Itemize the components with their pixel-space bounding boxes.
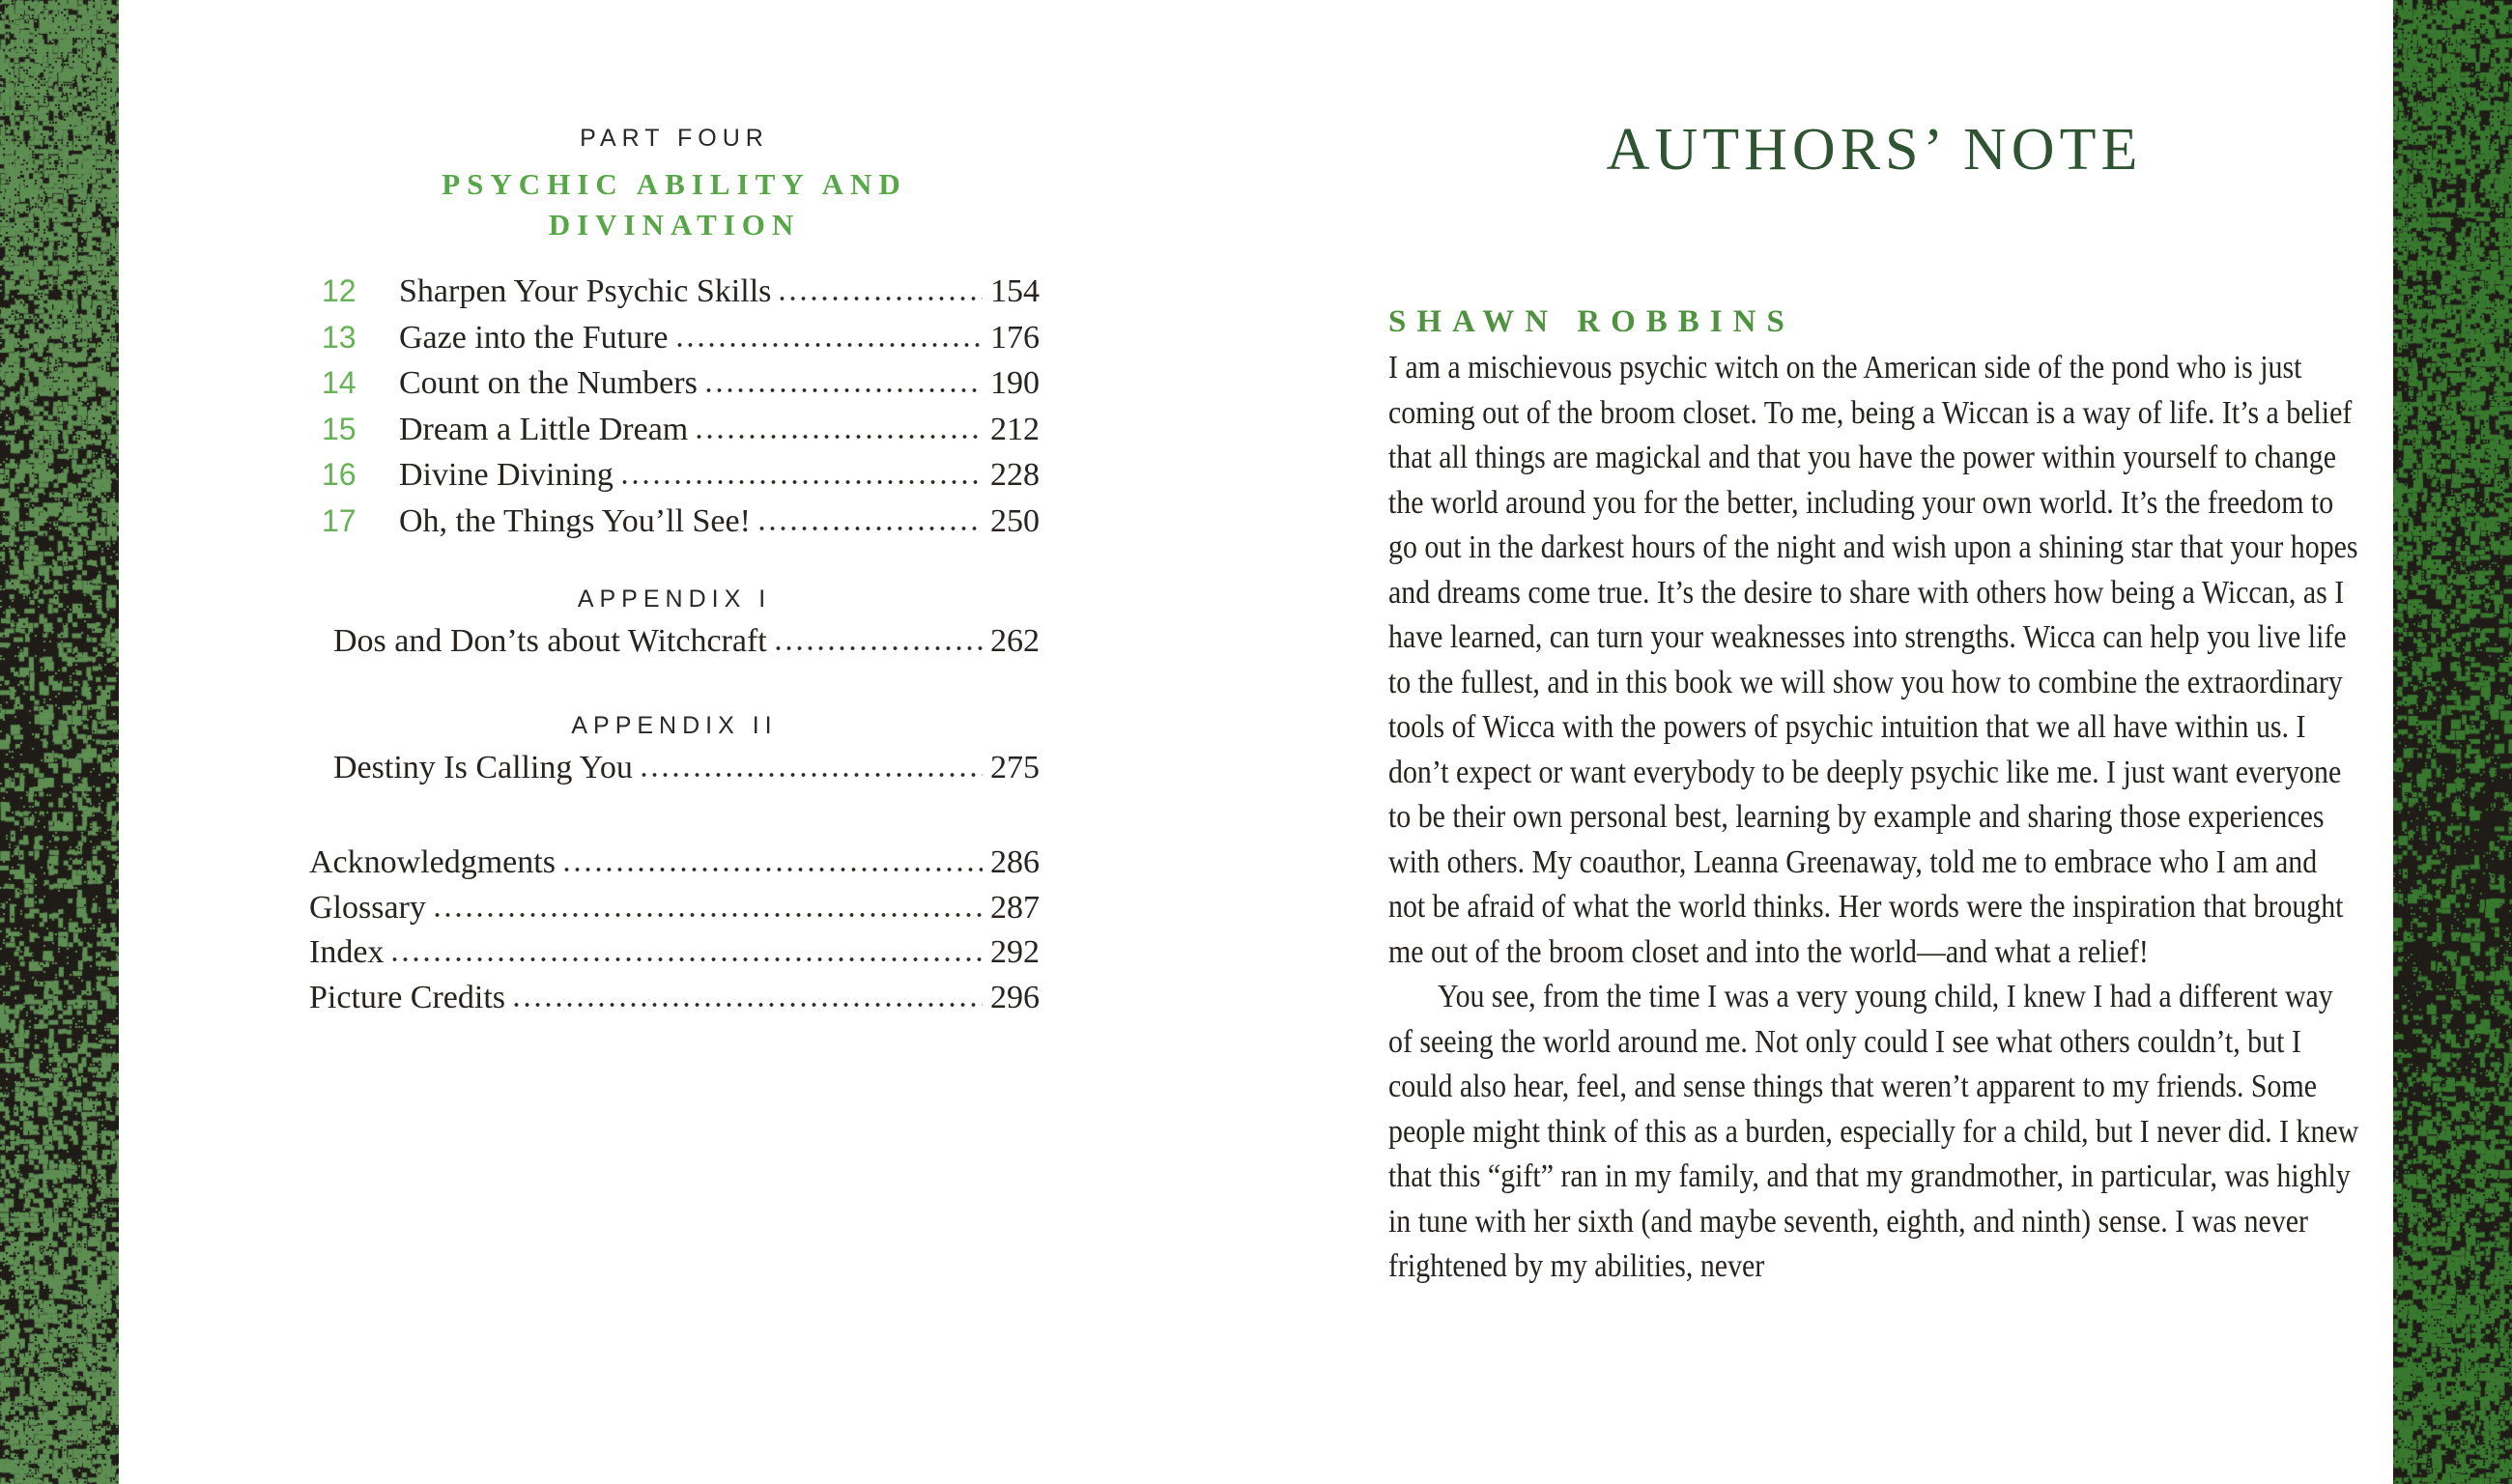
dot-leader <box>777 296 983 301</box>
page-number: 296 <box>990 979 1040 1015</box>
dot-leader <box>756 526 983 531</box>
back-matter-list <box>309 841 1040 1020</box>
chapter-title: Oh, the Things You’ll See! <box>399 502 751 539</box>
chapter-list <box>309 269 1040 544</box>
body-paragraph: You see, from the time I was a very young child, I knew I had a different way of seeing the world around me. Not only could I see what others couldn’t, but I could also hear, feel, and sense things that weren’t apparent to my friends. Some people might think of this as a burden, especially for a child, but I never did. I knew that this “gift” ran in my family, and that my grandmother, in particular, was highly in tune with her sixth (and maybe seventh, eighth, and ninth) sense. I was never frightened by my abilities, never <box>1388 979 2359 1284</box>
back-matter-row <box>309 930 1040 976</box>
appendix-label: APPENDIX II <box>571 711 778 739</box>
page-number: 154 <box>990 273 1040 309</box>
page-number: 176 <box>990 319 1040 356</box>
appendix-list <box>309 585 1040 790</box>
toc-chapter-row <box>322 315 1040 361</box>
back-matter-title: Index <box>309 934 385 970</box>
chapter-number: 13 <box>322 319 357 355</box>
dot-leader <box>674 342 983 348</box>
chapter-number: 16 <box>322 457 357 492</box>
chapter-title: Sharpen Your Psychic Skills <box>399 273 772 309</box>
page-number: 190 <box>990 365 1040 401</box>
appendix-label: APPENDIX I <box>577 585 772 613</box>
chapter-title: Gaze into the Future <box>399 319 669 356</box>
toc-chapter-row <box>322 407 1040 453</box>
chapter-title: Divine Divining <box>399 457 614 493</box>
toc-chapter-row <box>322 499 1040 545</box>
back-matter-row <box>309 886 1040 931</box>
page-number: 286 <box>990 844 1040 880</box>
page-number: 262 <box>990 623 1040 659</box>
appendix-title: Destiny Is Calling You <box>333 749 633 785</box>
chapter-title: Dream a Little Dream <box>399 411 689 447</box>
body-text <box>1388 346 2360 1290</box>
body-paragraph: I am a mischievous psychic witch on the American side of the pond who is just coming out of the broom closet. To me, being a Wiccan is a way of life. It’s a belief that all things are magickal and that you have the power within yourself to change the world around you for the better, including your own world. It’s the freedom to go out in the darkest hours of the night and wish upon a shining star that your hopes and dreams come true. It’s the desire to share with others how being a Wiccan, as I have learned, can turn your weaknesses into strengths. Wicca can help you live life to the fullest, and in this book we will show you how to combine the extraordinary tools of Wicca with the powers of psychic intuition that we all have within us. I don’t expect or want everybody to be deeply psychic like me. I just want everyone to be their own personal best, learning by example and sharing those experiences with others. My coauthor, Leanna Greenaway, told me to embrace who I am and not be afraid of what the world thinks. Her words were the inspiration that brought me out of the broom closet and into the world—and what a relief! <box>1388 350 2358 970</box>
right-border-texture <box>2393 0 2512 1484</box>
appendix-row <box>309 746 1040 791</box>
appendix-section <box>309 711 1040 791</box>
page-number: 287 <box>990 889 1040 926</box>
dot-leader <box>694 434 983 440</box>
chapter-title: Count on the Numbers <box>399 365 698 401</box>
part-title: PSYCHIC ABILITY AND DIVINATION <box>442 167 907 242</box>
page-number: 212 <box>990 411 1040 447</box>
dot-leader <box>561 867 983 872</box>
chapter-number: 14 <box>322 365 357 400</box>
dot-leader <box>639 772 983 778</box>
back-matter-row <box>309 841 1040 886</box>
page-number: 250 <box>990 502 1040 539</box>
dot-leader <box>773 645 983 651</box>
back-matter-row <box>309 976 1040 1021</box>
part-label: PART FOUR <box>580 125 769 152</box>
toc-chapter-row <box>322 269 1040 315</box>
author-heading: SHAWN ROBBINS <box>1388 304 1795 339</box>
dot-leader <box>619 479 983 485</box>
dot-leader <box>703 387 983 393</box>
dot-leader <box>432 912 983 918</box>
page-number: 228 <box>990 457 1040 493</box>
page-number: 292 <box>990 934 1040 970</box>
toc-chapter-row <box>322 360 1040 407</box>
left-border-texture <box>0 0 119 1484</box>
appendix-row <box>309 619 1040 665</box>
back-matter-title: Acknowledgments <box>309 844 556 880</box>
back-matter-title: Picture Credits <box>309 979 506 1015</box>
chapter-number: 15 <box>322 411 357 446</box>
dot-leader <box>511 1002 983 1008</box>
appendix-title: Dos and Don’ts about Witchcraft <box>333 623 767 659</box>
appendix-section <box>309 585 1040 665</box>
toc-block <box>309 124 1040 1020</box>
toc-chapter-row <box>322 452 1040 499</box>
page-number: 275 <box>990 749 1040 785</box>
back-matter-title: Glossary <box>309 889 426 926</box>
page-title: AUTHORS’ NOTE <box>1606 117 2143 183</box>
dot-leader <box>389 956 983 962</box>
chapter-number: 17 <box>322 502 357 538</box>
chapter-number: 12 <box>322 273 357 308</box>
